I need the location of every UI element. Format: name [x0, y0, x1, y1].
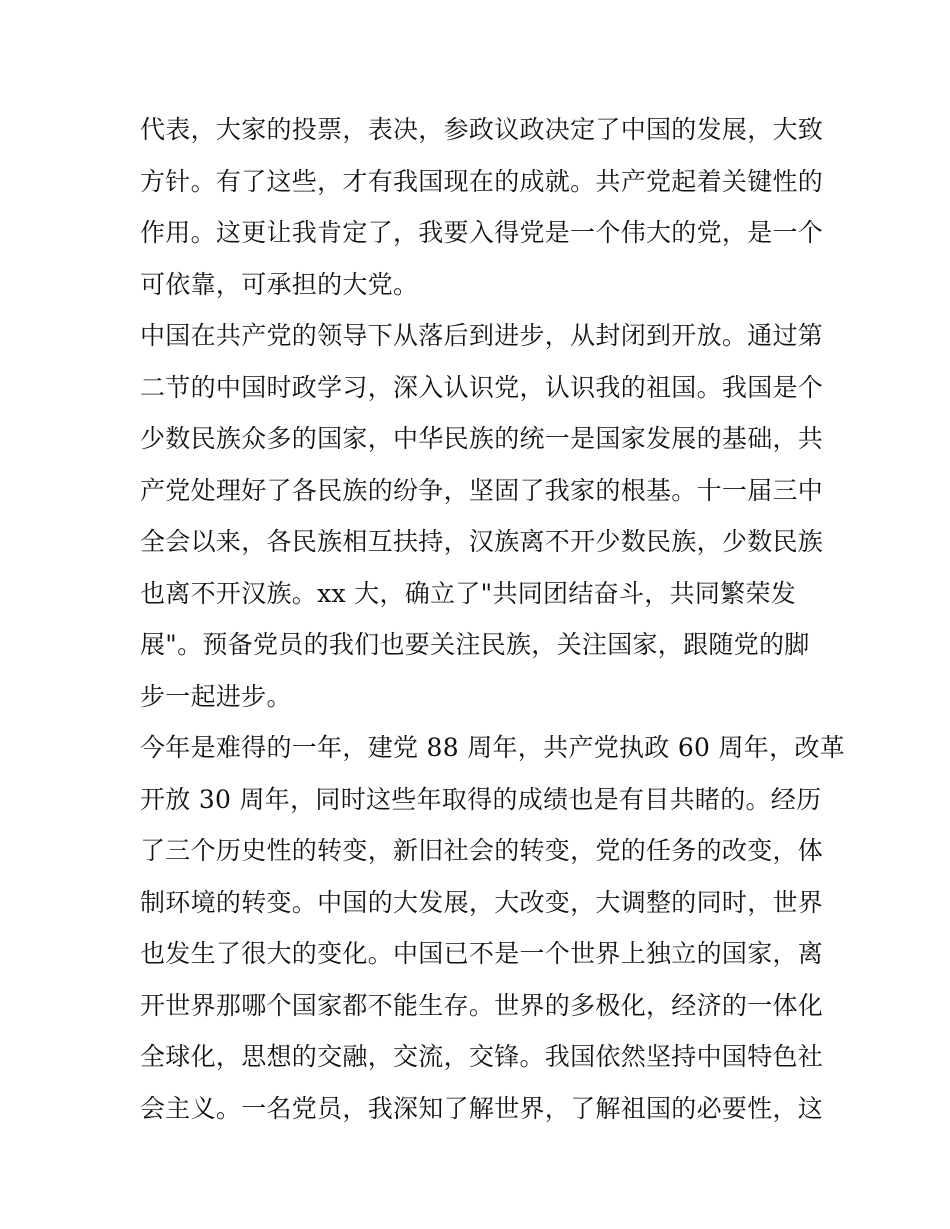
text-line: 会主义。一名党员，我深知了解世界，了解祖国的必要性，这 — [140, 1093, 824, 1123]
text-line: 全球化，思想的交融，交流，交锋。我国依然坚持中国特色社 — [140, 1042, 824, 1071]
text-line: 可依靠，可承担的大党。 — [140, 269, 419, 299]
text-line: 中国在共产党的领导下从落后到进步，从封闭到开放。通过第 — [140, 321, 824, 350]
text-line: 开世界那哪个国家都不能生存。世界的多极化，经济的一体化 — [140, 990, 824, 1020]
text-line: 制环境的转变。中国的大发展，大改变，大调整的同时，世界 — [140, 887, 824, 917]
text-line: 少数民族众多的国家，中华民族的统一是国家发展的基础，共 — [140, 424, 824, 453]
text-line: 了三个历史性的转变，新旧社会的转变，党的任务的改变，体 — [140, 836, 824, 865]
text-line: 展"。预备党员的我们也要关注民族，关注国家，跟随党的脚 — [140, 630, 810, 659]
text-line: 也离不开汉族。xx 大，确立了"共同团结奋斗，共同繁荣发 — [140, 578, 797, 608]
text-line: 今年是难得的一年，建党 88 周年，共产党执政 60 周年，改革 — [140, 733, 846, 762]
text-line: 产党处理好了各民族的纷争，坚固了我家的根基。十一届三中 — [140, 475, 824, 505]
text-line: 二节的中国时政学习，深入认识党，认识我的祖国。我国是个 — [140, 372, 824, 402]
text-line: 步一起进步。 — [140, 681, 292, 711]
text-line: 全会以来，各民族相互扶持，汉族离不开少数民族，少数民族 — [140, 527, 824, 556]
text-line: 开放 30 周年，同时这些年取得的成绩也是有目共睹的。经历 — [140, 784, 822, 814]
text-line: 方针。有了这些，才有我国现在的成就。共产党起着关键性的 — [140, 166, 824, 196]
text-line: 作用。这更让我肯定了，我要入得党是一个伟大的党，是一个 — [140, 218, 824, 247]
body-text — [140, 104, 846, 1134]
text-line: 代表，大家的投票，表决，参政议政决定了中国的发展，大致 — [140, 115, 824, 144]
text-line: 也发生了很大的变化。中国已不是一个世界上独立的国家，离 — [140, 939, 824, 968]
